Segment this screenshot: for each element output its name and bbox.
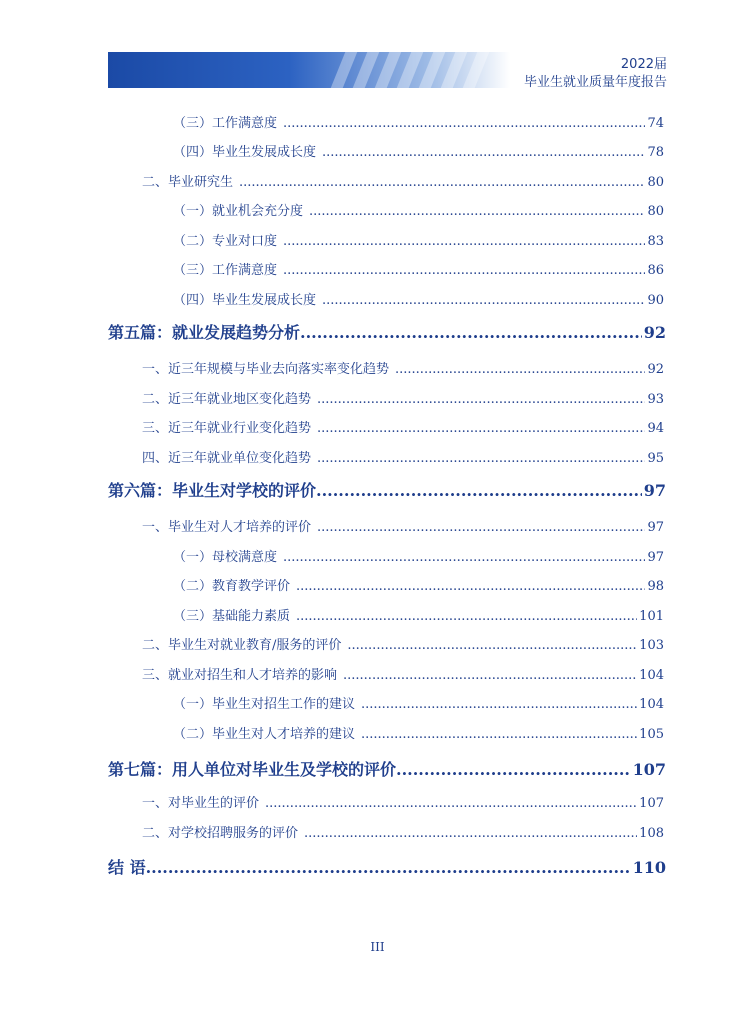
toc-leader-dots xyxy=(304,826,637,841)
toc-page-number: 90 xyxy=(647,293,664,308)
toc-page-number: 78 xyxy=(647,145,664,160)
toc-entry[interactable] xyxy=(173,289,664,308)
toc-page-number: 97 xyxy=(647,550,664,565)
toc-entry-label: （三）工作满意度 xyxy=(173,263,278,278)
toc-page-number: 92 xyxy=(643,323,666,342)
toc-entry-label: 一、近三年规模与毕业去向落实率变化趋势 xyxy=(142,362,390,377)
toc-leader-dots xyxy=(239,175,645,190)
toc-page-number: 107 xyxy=(639,796,664,811)
toc-entry[interactable] xyxy=(142,634,664,653)
toc-entry[interactable] xyxy=(142,447,664,466)
toc-leader-dots xyxy=(361,727,637,742)
toc-leader-dots xyxy=(283,234,645,249)
toc-entry-label: 一、毕业生对人才培养的评价 xyxy=(142,520,312,535)
toc-entry-label: 二、近三年就业地区变化趋势 xyxy=(142,392,312,407)
toc-leader-dots xyxy=(283,550,645,565)
toc-entry[interactable] xyxy=(173,575,664,594)
toc-entry-label: （四）毕业生发展成长度 xyxy=(173,293,317,308)
toc-page-number: 108 xyxy=(639,826,664,841)
toc-leader-dots xyxy=(317,392,645,407)
toc-page-number: 93 xyxy=(647,392,664,407)
toc-leader-dots xyxy=(343,668,637,683)
toc-leader-dots xyxy=(283,263,645,278)
toc-page-number: 98 xyxy=(647,579,664,594)
toc-entry[interactable] xyxy=(142,171,664,190)
toc-page-number: 97 xyxy=(643,481,666,500)
toc-leader-dots xyxy=(317,421,645,436)
toc-entry[interactable] xyxy=(173,112,664,131)
toc-leader-dots xyxy=(146,858,631,877)
toc-page-number: 95 xyxy=(647,451,664,466)
header-banner xyxy=(108,52,510,88)
toc-leader-dots xyxy=(265,796,637,811)
toc-page-number: 105 xyxy=(639,727,664,742)
toc-leader-dots xyxy=(317,520,645,535)
header-year: 2022届 xyxy=(620,57,667,72)
page-number: III xyxy=(370,940,385,954)
toc-entry-label: （三）基础能力素质 xyxy=(173,609,291,624)
toc-page-number: 104 xyxy=(639,697,664,712)
toc-leader-dots xyxy=(296,579,645,594)
toc-page-number: 94 xyxy=(647,421,664,436)
toc-entry-label: 结 语 xyxy=(108,858,146,877)
toc-entry[interactable] xyxy=(142,792,664,811)
toc-page-number: 103 xyxy=(639,638,664,653)
toc-leader-dots xyxy=(316,481,642,500)
toc-leader-dots xyxy=(283,116,645,131)
toc-entry-label: 二、毕业研究生 xyxy=(142,175,234,190)
toc-entry-label: （二）教育教学评价 xyxy=(173,579,291,594)
toc-page-number: 97 xyxy=(647,520,664,535)
toc-entry[interactable] xyxy=(173,200,664,219)
toc-entry-label: （一）就业机会充分度 xyxy=(173,204,304,219)
toc-leader-dots xyxy=(322,145,645,160)
toc-entry[interactable] xyxy=(142,388,664,407)
toc-page-number: 110 xyxy=(632,858,666,877)
toc-entry-label: 三、近三年就业行业变化趋势 xyxy=(142,421,312,436)
toc-entry-label: 二、毕业生对就业教育/服务的评价 xyxy=(142,638,342,653)
toc-chapter[interactable] xyxy=(108,757,666,780)
toc-page-number: 80 xyxy=(647,175,664,190)
toc-entry[interactable] xyxy=(173,259,664,278)
toc-leader-dots xyxy=(300,323,642,342)
toc-entry[interactable] xyxy=(173,546,664,565)
toc-entry[interactable] xyxy=(173,693,664,712)
toc-entry-label: 四、近三年就业单位变化趋势 xyxy=(142,451,312,466)
toc-leader-dots xyxy=(396,760,631,779)
toc-entry-label: （一）母校满意度 xyxy=(173,550,278,565)
toc-entry[interactable] xyxy=(142,417,664,436)
toc-page-number: 74 xyxy=(647,116,664,131)
toc-chapter[interactable] xyxy=(108,855,666,878)
toc-entry-label: （三）工作满意度 xyxy=(173,116,278,131)
toc-entry-label: 三、就业对招生和人才培养的影响 xyxy=(142,668,338,683)
toc-entry[interactable] xyxy=(142,822,664,841)
toc-entry-label: 二、对学校招聘服务的评价 xyxy=(142,826,299,841)
toc-page-number: 107 xyxy=(632,760,666,779)
toc-entry[interactable] xyxy=(173,230,664,249)
toc-leader-dots xyxy=(296,609,637,624)
toc-entry[interactable] xyxy=(173,141,664,160)
toc-entry[interactable] xyxy=(173,723,664,742)
toc-page-number: 104 xyxy=(639,668,664,683)
toc-leader-dots xyxy=(317,451,645,466)
toc-entry[interactable] xyxy=(173,605,664,624)
toc-page-number: 80 xyxy=(647,204,664,219)
toc-page-number: 83 xyxy=(647,234,664,249)
toc-leader-dots xyxy=(309,204,645,219)
toc-leader-dots xyxy=(347,638,637,653)
toc-entry-label: （二）专业对口度 xyxy=(173,234,278,249)
toc-entry[interactable] xyxy=(142,664,664,683)
toc-entry-label: 一、对毕业生的评价 xyxy=(142,796,260,811)
toc-leader-dots xyxy=(395,362,645,377)
toc-entry-label: （四）毕业生发展成长度 xyxy=(173,145,317,160)
toc-chapter[interactable] xyxy=(108,320,666,343)
toc-entry[interactable] xyxy=(142,358,664,377)
toc-chapter[interactable] xyxy=(108,478,666,501)
header-title: 毕业生就业质量年度报告 xyxy=(523,75,667,90)
toc-entry-label: （二）毕业生对人才培养的建议 xyxy=(173,727,356,742)
toc-entry[interactable] xyxy=(142,516,664,535)
toc-leader-dots xyxy=(361,697,637,712)
toc-entry-label: 第七篇：用人单位对毕业生及学校的评价 xyxy=(108,760,397,779)
toc-page-number: 92 xyxy=(647,362,664,377)
toc-page-number: 86 xyxy=(647,263,664,278)
toc-entry-label: 第六篇：毕业生对学校的评价 xyxy=(108,481,317,500)
toc-entry-label: 第五篇：就业发展趋势分析 xyxy=(108,323,301,342)
toc-page-number: 101 xyxy=(639,609,664,624)
toc-leader-dots xyxy=(322,293,645,308)
toc-entry-label: （一）毕业生对招生工作的建议 xyxy=(173,697,356,712)
